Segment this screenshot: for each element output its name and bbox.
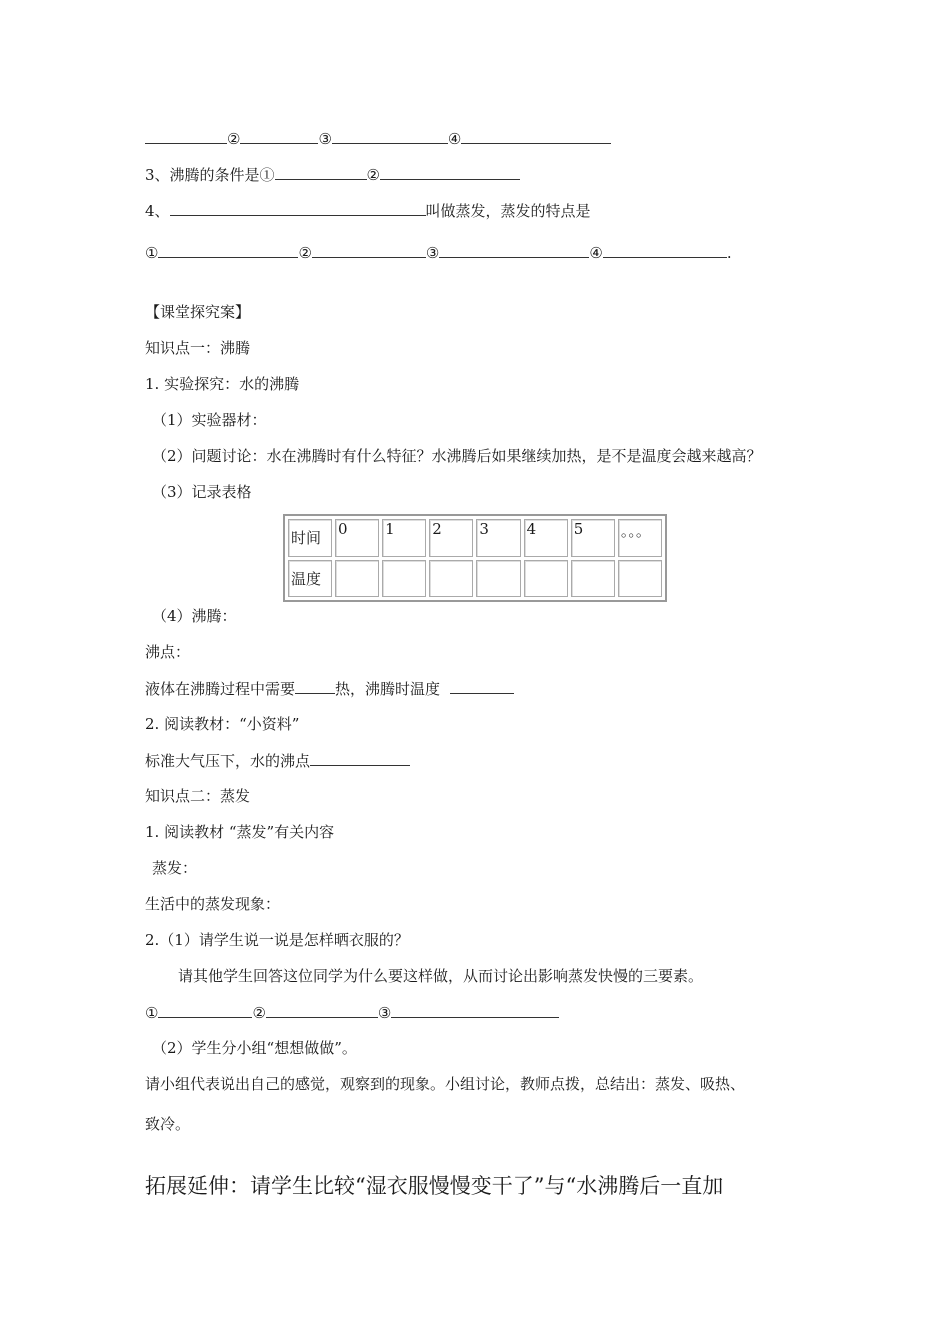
blank[interactable] (158, 1002, 252, 1018)
marker-3: ③ (425, 244, 440, 262)
fill-line-top (145, 128, 611, 148)
boiling-label: （4）沸腾： (152, 607, 237, 625)
table-cell-empty[interactable] (618, 560, 662, 598)
experiment-equipment: （1）实验器材： (152, 411, 267, 429)
table-cell-empty[interactable] (429, 560, 473, 598)
blank[interactable] (240, 128, 318, 144)
table-row-temperature (288, 560, 662, 598)
question-2-1-sub: 请其他学生回答这位同学为什么要这样做，从而讨论出影响蒸发快慢的三要素。 (178, 967, 704, 985)
blank[interactable] (603, 242, 727, 258)
table-cell: 。。。 (618, 519, 662, 557)
marker-3: ③ (318, 130, 332, 148)
table-cell: 0 (335, 519, 379, 557)
boiling-point-label: 沸点： (145, 643, 191, 661)
record-table (283, 514, 667, 602)
blank[interactable] (439, 242, 589, 258)
liquid-heat-line (145, 678, 514, 698)
section-title: 【课堂探究案】 (145, 303, 251, 321)
marker-2: ② (298, 244, 312, 262)
group-summary: 请小组代表说出自己的感觉，观察到的现象。小组讨论，教师点拨，总结出：蒸发、吸热、 (145, 1075, 746, 1093)
blank[interactable] (266, 1002, 378, 1018)
marker-2: ② (366, 166, 380, 184)
blank[interactable] (380, 164, 520, 180)
table-cell-empty[interactable] (524, 560, 568, 598)
extension-heading: 拓展延伸：请学生比较“湿衣服慢慢变干了”与“水沸腾后一直加 (145, 1174, 724, 1198)
blank[interactable] (461, 128, 611, 144)
table-cell-empty[interactable] (335, 560, 379, 598)
table-cell: 4 (524, 519, 568, 557)
read-evaporation: 1. 阅读教材 “蒸发”有关内容 (145, 823, 335, 841)
blank[interactable] (450, 678, 514, 694)
table-row-time (288, 519, 662, 557)
marker-4: ④ (447, 130, 462, 148)
question-4-suffix: 叫做蒸发，蒸发的特点是 (425, 202, 591, 220)
table-header-time: 时间 (288, 519, 332, 557)
blank[interactable] (158, 242, 298, 258)
knowledge-point-1: 知识点一：沸腾 (145, 339, 251, 357)
marker-1: ① (145, 244, 159, 262)
period: . (726, 244, 732, 262)
question-3 (145, 164, 520, 184)
life-phenomena: 生活中的蒸发现象： (145, 895, 281, 913)
blank[interactable] (312, 242, 426, 258)
blank[interactable] (170, 200, 426, 216)
table-cell: 3 (476, 519, 520, 557)
read-material: 2. 阅读教材：“小资料” (145, 715, 300, 733)
marker-4: ④ (589, 244, 603, 262)
group-summary-cont: 致冷。 (145, 1115, 191, 1133)
marker-2: ② (227, 130, 241, 148)
factors-line (145, 1002, 559, 1022)
question-4-items (145, 242, 732, 262)
question-2-2: （2）学生分小组“想想做做”。 (152, 1039, 357, 1057)
knowledge-point-2: 知识点二：蒸发 (145, 787, 251, 805)
table-cell: 5 (571, 519, 615, 557)
blank[interactable] (275, 164, 367, 180)
standard-pressure-text: 标准大气压下，水的沸点 (145, 752, 311, 770)
table-cell: 1 (382, 519, 426, 557)
table-cell-empty[interactable] (476, 560, 520, 598)
marker-1: ① (145, 1004, 159, 1022)
blank[interactable] (295, 678, 335, 694)
liquid-text-a: 液体在沸腾过程中需要 (145, 680, 296, 698)
standard-pressure-line (145, 750, 410, 770)
blank[interactable] (145, 128, 227, 144)
evaporation-label: 蒸发： (152, 859, 198, 877)
question-2-1: 2.（1）请学生说一说是怎样晒衣服的？ (145, 931, 409, 949)
table-cell-empty[interactable] (382, 560, 426, 598)
table-header-temperature: 温度 (288, 560, 332, 598)
blank[interactable] (310, 750, 410, 766)
marker-3: ③ (377, 1004, 392, 1022)
question-3-label: 3、沸腾的条件是① (145, 166, 275, 184)
record-table-label: （3）记录表格 (152, 483, 252, 501)
question-4-prefix: 4、 (145, 202, 170, 220)
table-cell-empty[interactable] (571, 560, 615, 598)
blank[interactable] (391, 1002, 559, 1018)
liquid-text-b: 热，沸腾时温度 (335, 680, 441, 698)
blank[interactable] (332, 128, 448, 144)
question-4 (145, 200, 591, 220)
marker-2: ② (252, 1004, 266, 1022)
table-cell: 2 (429, 519, 473, 557)
experiment-discussion: （2）问题讨论：水在沸腾时有什么特征？水沸腾后如果继续加热，是不是温度会越来越高？ (152, 447, 762, 465)
experiment-title: 1. 实验探究：水的沸腾 (145, 375, 300, 393)
